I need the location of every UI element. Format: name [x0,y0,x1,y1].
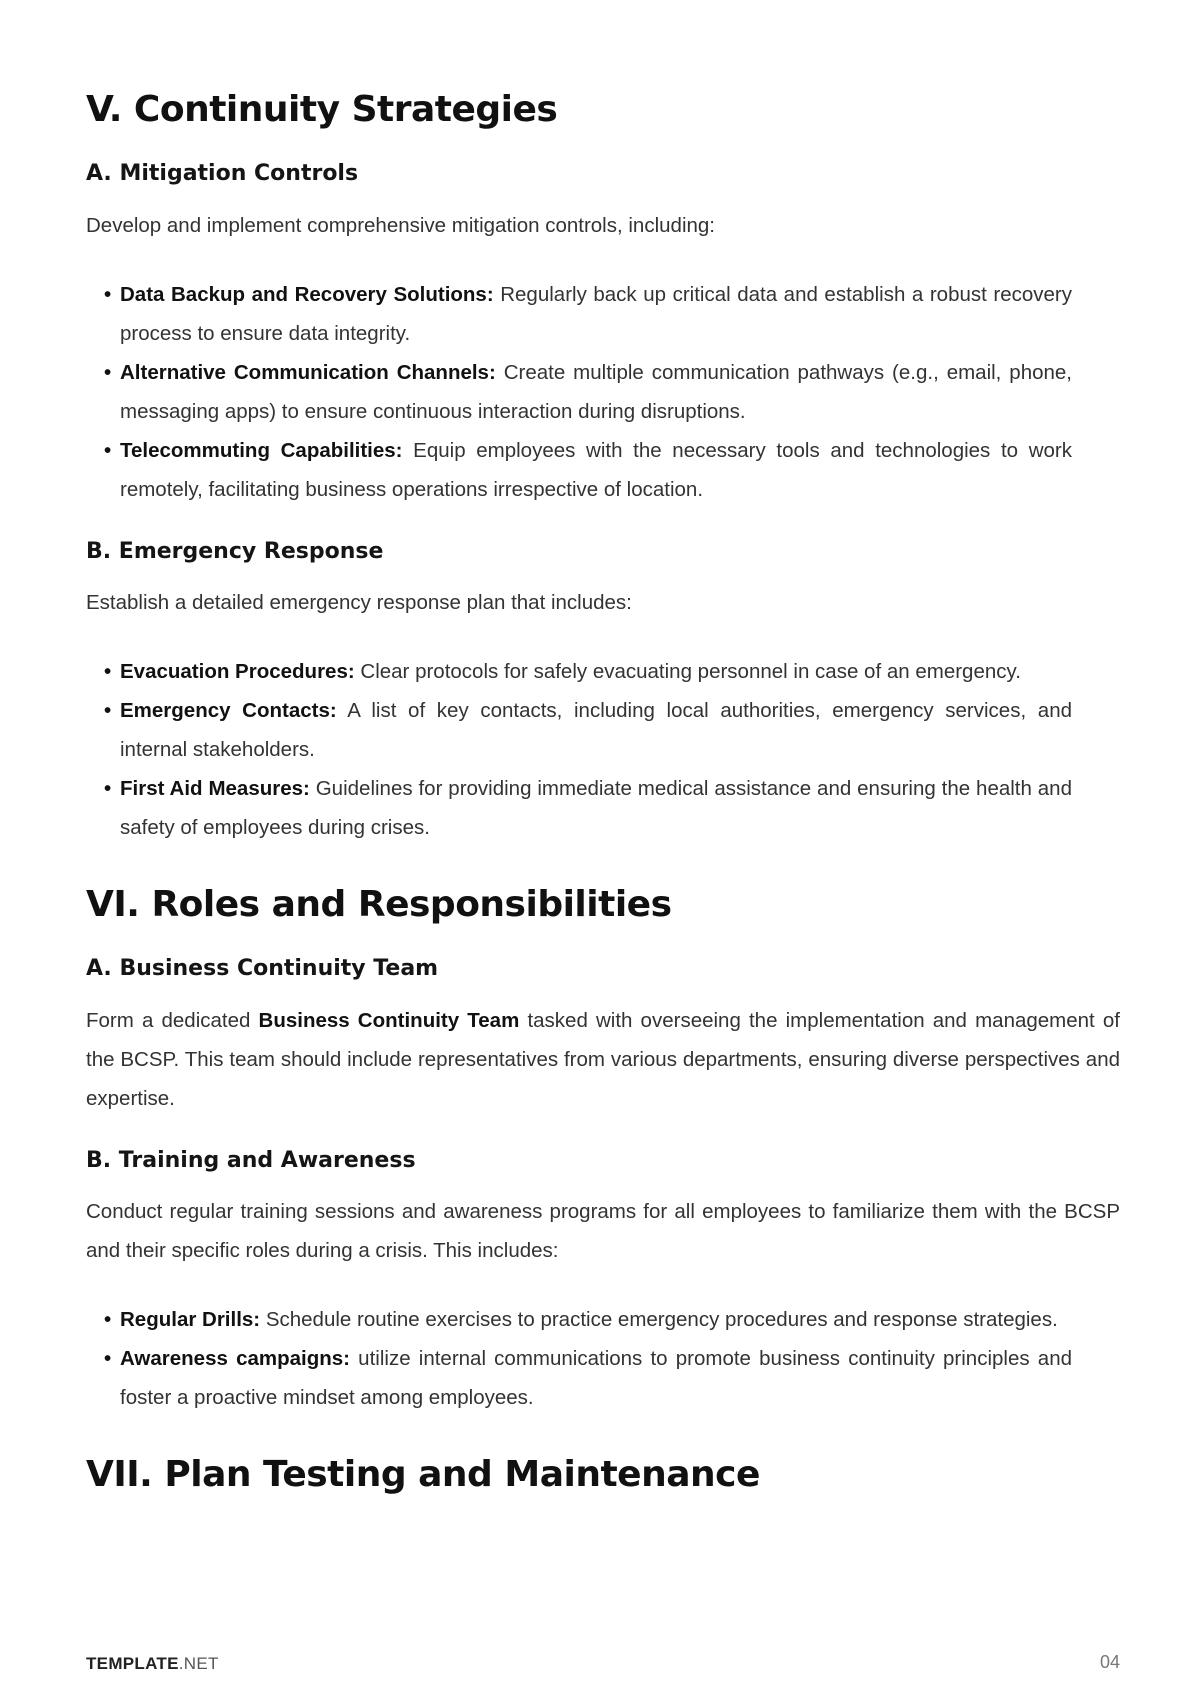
bullet-icon: • [104,360,112,384]
bullet-icon: • [104,1307,112,1331]
item-text: Regularly back up critical data and establish a robust recovery process to ensure data integrity. [120,282,1072,345]
item-text: Equip employees with the necessary tools and technologies to work remotely, facilitating business operations irrespective of location. [120,438,1072,501]
item-text: Schedule routine exercises to practice emergency procedures and response strategies. [260,1307,1058,1331]
emergency-intro: Establish a detailed emergency response plan that includes: [86,590,632,614]
subsection-title-training-awareness: B. Training and Awareness [86,1147,416,1173]
bullet-icon: • [104,1346,112,1370]
business-continuity-team-paragraph [86,1001,1120,1118]
subsection-title-emergency-response: B. Emergency Response [86,538,384,564]
item-term: Alternative Communication Channels: [120,360,496,384]
list-item [104,1300,1072,1339]
item-text: utilize internal communications to promote business continuity principles and foster a proactive mindset among employees. [120,1346,1072,1409]
brand-bold: TEMPLATE [86,1654,179,1673]
bullet-icon: • [104,438,112,462]
item-term: Data Backup and Recovery Solutions: [120,282,494,306]
bullet-icon: • [104,776,112,800]
section-title-roles-responsibilities: VI. Roles and Responsibilities [86,883,672,925]
footer-brand-logo [86,1654,219,1674]
paragraph-text: tasked with overseeing the implementation and management of the BCSP. This team should include representatives from various departments, ensuring diverse perspectives and expertise. [86,1008,1120,1110]
training-list [86,1300,1072,1417]
bullet-icon: • [104,698,112,722]
document-page [86,88,1120,1526]
bullet-icon: • [104,659,112,683]
subsection-title-mitigation-controls: A. Mitigation Controls [86,161,359,187]
item-text: Create multiple communication pathways (e.g., email, phone, messaging apps) to ensure continuous interaction during disruptions. [120,360,1072,423]
item-term: First Aid Measures: [120,776,310,800]
subsection-title-business-continuity-team: A. Business Continuity Team [86,956,439,982]
brand-light: .NET [178,1654,219,1673]
item-term: Telecommuting Capabilities: [120,438,403,462]
paragraph-text: Form a dedicated [86,1008,259,1032]
item-text: Guidelines for providing immediate medical assistance and ensuring the health and safety of employees during crises. [120,776,1072,839]
list-item [104,691,1072,769]
page-number: 04 [1099,1652,1120,1672]
list-item [104,652,1072,691]
paragraph-term: Business Continuity Team [258,1008,520,1032]
list-item [104,275,1072,353]
item-text: A list of key contacts, including local authorities, emergency services, and internal stakeholders. [120,698,1072,761]
emergency-list [86,652,1072,847]
item-text: Clear protocols for safely evacuating personnel in case of an emergency. [354,659,1021,683]
mitigation-list [86,275,1072,509]
section-title-plan-testing: VII. Plan Testing and Maintenance [86,1453,760,1495]
bullet-icon: • [104,282,112,306]
item-term: Evacuation Procedures: [120,659,355,683]
section-title-continuity-strategies: V. Continuity Strategies [86,89,558,130]
list-item [104,431,1072,509]
training-intro: Conduct regular training sessions and awareness programs for all employees to familiarize them with the BCSP and their specific roles during a crisis. This includes: [86,1199,1120,1262]
list-item [104,1339,1072,1417]
item-term: Regular Drills: [120,1307,261,1331]
mitigation-intro: Develop and implement comprehensive mitigation controls, including: [86,213,715,237]
list-item [104,353,1072,431]
list-item [104,769,1072,847]
item-term: Awareness campaigns: [120,1346,350,1370]
item-term: Emergency Contacts: [120,698,337,722]
